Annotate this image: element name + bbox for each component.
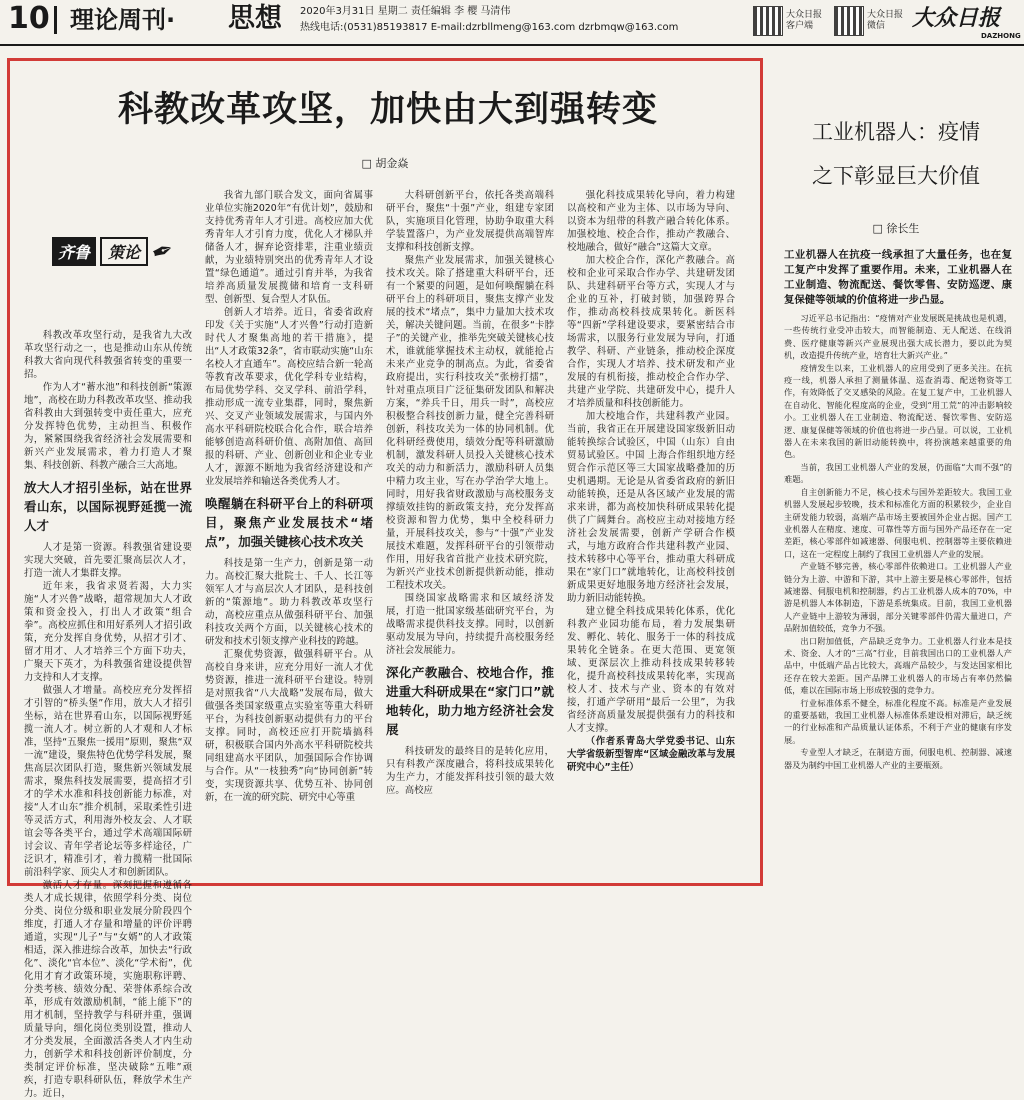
header-date-editors: 2020年3月31日 星期二 责任编辑 李 樱 马清伟 <box>300 6 511 17</box>
column-banner <box>52 234 182 271</box>
header-contact: 热线电话:(0531)85193817 E-mail:dzrbllmeng@163.com dzrbmqw@163.com <box>300 22 679 33</box>
paragraph: 当前，我国工业机器人产业的发展，仍面临“大而不强”的难题。 <box>784 461 1012 485</box>
paragraph: 汇聚优势资源，做强科研平台。从高校自身来讲，应充分用好一流人才优势资源，推进一流科研平台建设。特别是对照我省“八大战略”发展布局，做大做强各类国家级重点实验室等重大科研平台，为科技创新驱动提供有力的平台支撑。同时，高校还应打开院墙搞科研，积极联合国内外高水平科研院校共同组建高水平团队，加强国际合作协调与合作。从“一枝独秀”向“协同创新”转变，实现资源共享、优势互补、协同创新，在一流的研究院、研究中心等重 <box>205 649 373 803</box>
paragraph: 聚焦产业发展需求，加强关键核心技术攻关。除了搭建重大科研平台，还有一个紧要的问题，是如何唤醒躺在科研平台上的科研项目，聚焦支撑产业发展的技术“堵点”，集中力量加大技术攻关，解决关键问题。当前，在很多“卡脖子”的关键产业，推举先突破关键核心技术，谁就能掌握技术主动权，就能抢占未来产业竞争的制高点。为此，省委省政府提出，实行科技攻关“张榜打擂”，针对重点项目广泛征集研发团队和解决方案，“养兵千日，用兵一时”，高校应积极整合科技创新力量，健全完善科研创新，科技攻关为一体的协同机制。优化科研经费使用，绩效分配等科研激励机制，激发科研人员投入关键核心技术攻关的动力和新活力，激励科研人员集中精力攻主业，写在办学治学大地上。同时，用好我省财政激励与高校服务支撑绩效挂钩的新政策支持，充分发挥高校资源和智力优势，集中全校科研力量，开展科技攻关，参与“十强”产业发展技术难题，发挥科研平台的引领带动作用，用好我省首批产业技术研究院，为新兴产业技术创新提供新动能，推动工程技术攻关。 <box>386 255 554 591</box>
paragraph: 科技是第一生产力，创新是第一动力。高校汇聚大批院士、千人、长江等领军人才与高层次人才团队，是科技创新的“策源地”。助力科教改革攻坚行动，高校应重点从做强科研平台、加强科技攻关两个方面，以关键核心技术的研发和技术引领支撑产业科技的跨越。 <box>205 558 373 647</box>
paragraph: 建立健全科技成果转化体系，优化科教产业园功能布局，着力发展集研发、孵化、转化、服务于一体的科技成果转化全链条。在更大范围、更宽领域、更深层次上推动科技成果转移转化，提升高校科技成果转化率，实现高校人才、技术与产业、资本的有效对接，打通产学研用“最后一公里”，为我省经济高质量发展提供强有力的科技和人才支撑。 <box>567 606 735 734</box>
side-title-line-2: 之下彰显巨大价值 <box>812 164 980 188</box>
section-title <box>70 5 175 35</box>
newspaper-logo: 大众日报 <box>912 5 1001 31</box>
paragraph: 出口附加值低，产品缺乏竞争力。工业机器人行业本是技术、资金、人才的“三高”行业，目前我国出口的工业机器人产品中，中低端产品占比较大，高端产品较少，与发达国家相比还存在较大差距。国产品牌工业机器人的市场占有率仍然偏低，难以在国际市场上形成较强的竞争力。 <box>784 635 1012 696</box>
paragraph: 疫情发生以来，工业机器人的应用受到了更多关注。在抗疫一线，机器人承担了测量体温、巡查消毒、配送物资等工作，有效降低了交叉感染的风险。在复工复产中，工业机器人在自动化、智能化程度高的企业，受到“用工荒”的冲击影响较小。工业机器人在工业制造、物流配送、餐饮零售、安防巡逻、康复保健等领域的价值也将进一步凸显。可以说，工业机器人在未来我国的新旧动能转换中，将扮演越来越重要的角色。 <box>784 362 1012 460</box>
qr1-label: 大众日报客户端 <box>786 10 823 31</box>
section-heading: 深化产教融合、校地合作，推进重大科研成果在“家门口”就地转化，助力地方经济社会发展 <box>386 665 554 737</box>
header-divider <box>54 6 57 34</box>
paragraph: 创新人才培养。近日，省委省政府印发《关于实施“人才兴鲁”行动打造新时代人才聚集高地的若干措施》，提出“人才政策32条”，省市联动实施“山东 名校人才直通车”。高校应结合新一轮高等教育改革要求，优化学科专业结构，布局优势学科、交叉学科、前沿学科，推动形成一流专业集群，同时，聚焦新兴、交叉产业领域发展需求，与国内外高水平科研院校联合化合作，联合培养能够创造高科研价值、高附加值、高回报的科研、产业、创新创业和企业专业人才，源源不断地为我省经济建设和产业发展培养和输送各类优秀人才。 <box>205 307 373 487</box>
paragraph: 大科研创新平台，依托各类高端科研平台，聚焦“十强”产业，组建专家团队，实施项目化管理，协助争取重大科学装置落户，为产业发展提供高端智库支撑和科技创新支撑。 <box>386 190 554 253</box>
section-heading: 唤醒躺在科研平台上的科研项目，聚焦产业发展技术“堵点”，加强关键核心技术攻关 <box>205 496 373 549</box>
paragraph: 专业型人才缺乏，在制造方面，伺服电机、控制器、减速器及为制约中国工业机器人产业的主要瓶颈。 <box>784 747 1012 770</box>
newspaper-logo-en: DAZHONG <box>981 32 1021 40</box>
subsection-title: 思想 <box>228 3 282 34</box>
paragraph: 近年来，我省求贤若渴，大力实施“人才兴鲁”战略，超常规加大人才政策和资金投入，打出人才政策“组合拳”。高校应抓住和用好系列人才招引政策，充分发挥自身优势，从招才引才、留才用才、人才培养三个方面下功夫，广聚天下英才，为科教强省建设提供智力支持和人才支撑。 <box>24 581 192 683</box>
article-column-3 <box>386 189 554 869</box>
qr-code-icon <box>753 6 783 36</box>
page-number: 10 <box>8 1 50 36</box>
banner-left: 齐鲁 <box>52 237 96 266</box>
section-separator: · <box>166 6 176 34</box>
side-article-lead: 工业机器人在抗疫一线承担了大量任务，也在复工复产中发挥了重要作用。未来，工业机器人在工业制造、物流配送、餐饮零售、安防巡逻、康复保健等领域的价值将进一步凸显。 <box>784 249 1012 306</box>
paragraph: 加大校企合作，深化产教融合。高校和企业可采取合作办学、共建研发团队、共建科研平台等方式，实现人才与企业的互补，打破封锁，加强跨界合作，推动高校科技成果转化。新医科等“四新”学科建设要求，要紧密结合市场需求，以服务行业发展为导向，打通教学、科研、产业链条，推动校企深度合作，实现人才培养、技术研发和产业发展的有机衔接，推动校企合作办学、共建产业学院、共建研发中心，提升人才培养质量和科技创新能力。 <box>567 255 735 409</box>
article-author: □ 胡金焱 <box>361 157 409 170</box>
paragraph: 激活人才存量。深刻把握和遵循各类人才成长规律，依照学科分类、岗位分类、岗位分级和职业发展分阶段四个维度，打通人才存量和增量的评价评聘通道，实现“儿子”与“女婿”的人才政策相适，深入推进综合改革，加快去“行政化”、淡化“官本位”、淡化“学术衔”，优化用才育才政策环境，实施职称评聘、分类考核、绩效分配、荣誉体系综合改革，形成有效激励机制，“能上能下”的用才机制，坚持教学与科研并重，强调质量导向，细化岗位类别设置，推动人才分类发展，全面激活各类人才内生动力，创新学术和科技创新评价制度，分类制定评价标准，坚决破除“五唯”顽疾，打造专职科研队伍，释放学术生产力。近日， <box>24 880 192 1099</box>
article-column-2 <box>205 189 373 869</box>
paragraph: 强化科技成果转化导向，着力构建以高校和产业为主体、以市场为导向、以资本为纽带的科教产融合转化体系。加强校地、校企合作，推动产教融合、校地融合，做好“融合”这篇大文章。 <box>567 190 735 253</box>
side-article-title <box>778 110 1014 198</box>
side-title-line-1: 工业机器人：疫情 <box>812 120 980 144</box>
paragraph: 人才是第一资源。科教强省建设要实现大突破，首先要汇聚高层次人才，打造一流人才集群支撑。 <box>24 542 192 579</box>
header-rule <box>0 44 1024 46</box>
paragraph: 产业链不够完善，核心零部件依赖进口。工业机器人产业链分为上游、中游和下游，其中上游主要是核心零部件，包括减速器、伺服电机和控制器，约占工业机器人成本的70%，中游是机器人本体制造，下游是系统集成。目前，我国工业机器人产业链中上游较为薄弱，部分关键零部件仍需大量进口，产品附加值较低，竞争力不强。 <box>784 561 1012 634</box>
banner-right: 策论 <box>100 237 148 266</box>
paragraph: 行业标准体系不健全，标准化程度不高。标准是产业发展的重要基础，我国工业机器人标准体系建设相对滞后，缺乏统一的行业标准和产品质量认证体系，不利于产业的健康有序发展。 <box>784 697 1012 745</box>
paragraph: 科教改革攻坚行动，是我省九大改革攻坚行动之一，也是推动山东从传统科教大省向现代科教强省转变的重要一招。 <box>24 330 192 380</box>
quill-pen-icon: ✒ <box>147 234 179 270</box>
paragraph: 习近平总书记指出：“疫情对产业发展既是挑战也是机遇，一些传统行业受冲击较大，而智能制造、无人配送、在线消费、医疗健康等新兴产业展现出强大成长潜力，要以此为契机，改造提升传统产业，培育壮大新兴产业。” <box>784 313 1012 361</box>
article-column-1 <box>24 329 192 1099</box>
section-heading: 放大人才招引坐标，站在世界看山东，以国际视野延揽一流人才 <box>24 480 192 533</box>
article-column-4 <box>567 189 735 869</box>
qr-code-icon <box>834 6 864 36</box>
paragraph: 围绕国家战略需求和区域经济发展，打造一批国家级基础研究平台，为战略需求提供科技支撑。同时，以创新驱动发展为导向，持续提升高校服务经济社会发展能力。 <box>386 593 554 656</box>
section-name: 理论周刊 <box>70 6 166 34</box>
paragraph: 我省九部门联合发文，面向省属事业单位实施2020年“有优计划”，鼓励和支持优秀青年人才引进。高校应加大优秀青年人才引育力度，优化人才梯队并储备人才，摒弃论资排辈，注重业绩贡献，为业绩特别突出的优秀青年人才设置“绿色通道”。通过引育并举，为我省培养高质量发展揽储和培育一支科研型、创新型、复合型人才队伍。 <box>205 190 373 305</box>
side-article-author: □ 徐长生 <box>872 222 920 235</box>
paragraph: 做强人才增量。高校应充分发挥招才引智的“桥头堡”作用，放大人才招引坐标，站在世界看山东，以国际视野延揽一流人才。树立新的人才观和人才标准，坚持“五聚焦一援用”原则，聚焦“双一流”建设，聚焦特色优势学科发展，聚焦高层次团队打造，聚焦新兴领域发展需求，聚焦科技发展需要，提高招才引才的学术水准和科技创新能力标准，对接“人才山东”推介机制，采取柔性引进等灵活方式，利用海外校友会、人才联谊会等各类平台，通过学术高端国际研讨会议、青年学者论坛等多样途径，广泛识才，精准引才，着力揽精一批国际前沿科学家、顶尖人才和创新团队。 <box>24 685 192 878</box>
paragraph: 加大校地合作，共建科教产业园。当前，我省正在开展建设国家级新旧动能转换综合试验区，中国（山东）自由贸易试验区。中国 上海合作组织地方经贸合作示范区等三大国家战略叠加的历史机遇期。无论是从省委省政府的新旧动能转换，还是从各区域产业发展的需求来讲，都为高校加快科研成果转化提供了广阔舞台。高校应主动对接地方经济社会发展需要，创新产学研合作模式，与地方政府合作共建科教产业园、技术转移中心等平台，推动重大科研成果在“家门口”就地转化，让高校科技创新成果更好地服务地方经济社会发展，助力新旧动能转换。 <box>567 411 735 604</box>
page-header <box>0 0 1024 44</box>
qr2-label: 大众日报微信 <box>867 10 904 31</box>
side-article-body <box>784 312 1012 900</box>
author-note: （作者系青岛大学党委书记、山东大学省级新型智库“区域金融改革与发展研究中心”主任） <box>567 736 735 773</box>
paragraph: 科技研发的最终目的是转化应用，只有科教产深度融合，将科技成果转化为生产力，才能发挥科技引领的最大效应。高校应 <box>386 746 554 796</box>
paragraph: 自主创新能力不足，核心技术与国外差距较大。我国工业机器人发展起步较晚，技术和标准化方面的积累较少，企业自主研发能力较弱，高端产品市场主要被国外企业占据。国产工业机器人在精度、速度、可靠性等方面与国外产品还存在一定差距，核心零部件如减速器、伺服电机、控制器等主要依赖进口，这在一定程度上制约了我国工业机器人产业的发展。 <box>784 486 1012 559</box>
main-article <box>7 58 763 1099</box>
paragraph: 作为人才“蓄水池”和科技创新“策源地”，高校在助力科教改革攻坚、推动我省科教由大到强转变中责任重大，应充分发挥特色优势，主动担当、积极作为，紧紧围绕我省经济社会发展需要和新兴产业发展需求，着力打造人才聚集、科技创新、科教产融合三大高地。 <box>24 382 192 471</box>
article-title: 科教改革攻坚，加快由大到强转变 <box>117 90 658 130</box>
side-article <box>778 100 1014 900</box>
